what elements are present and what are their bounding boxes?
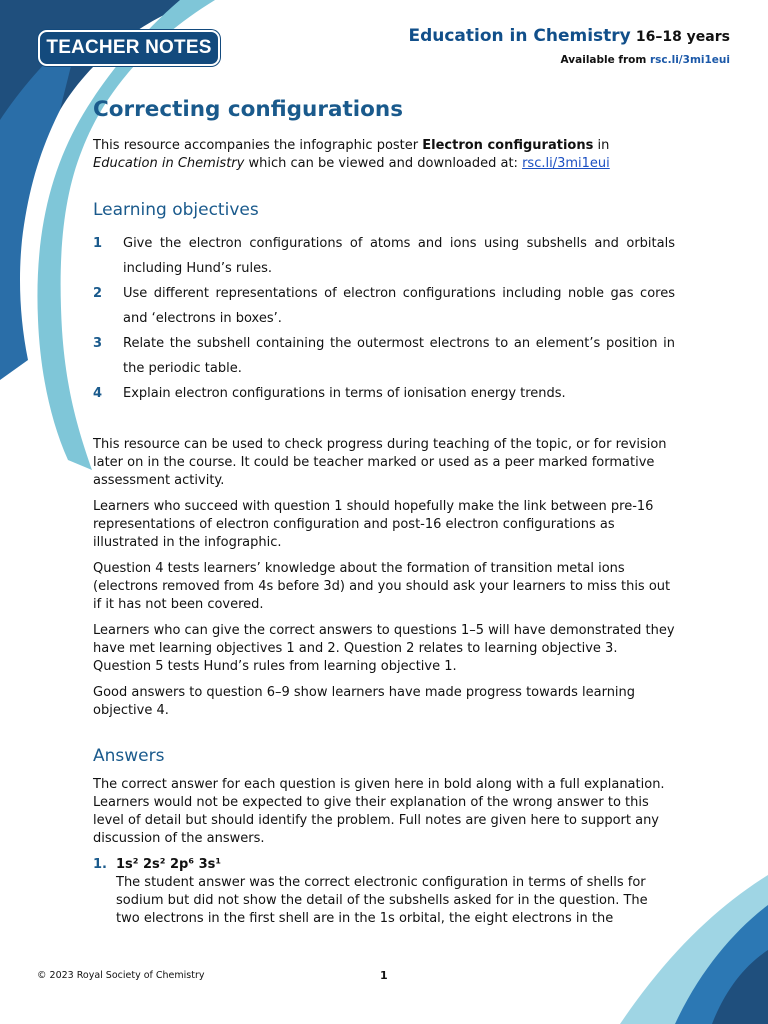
objectives-list [93,231,675,406]
objective-number: 2 [93,286,103,301]
page-number: 1 [380,969,388,982]
body-paragraph: Learners who succeed with question 1 should hopefully make the link between pre-16 representations of electron configuration and post-16 electron configurations as illustrated in the infographic. [93,499,654,550]
available-link[interactable]: rsc.li/3mi1eui [649,54,730,66]
teacher-notes-badge: TEACHER NOTES [38,30,220,66]
intro-bold: Electron configurations [422,138,594,153]
body-paragraph: Question 4 tests learners’ knowledge about the formation of transition metal ions (electrons removed from 4s before 3d) and you should ask your learners to miss this out if it has not been covered. [93,561,671,612]
objective-item [93,331,675,381]
objective-number: 3 [93,336,103,351]
objective-text: Relate the subshell containing the outermost electrons to an element’s position in the periodic table. [123,336,675,376]
intro-text-2: in [593,138,610,153]
answer-value: 1s² 2s² 2p⁶ 3s¹ [116,857,222,872]
objective-number: 1 [93,236,103,251]
brand-age: 16–18 years [635,29,730,45]
answers-intro: The correct answer for each question is given here in bold along with a full explanation. Learners would not be expected to give their explanation of the wrong answer to this level of detail but should identify the problem. Full notes are given here to support any discussion of the answers. [93,777,665,846]
footer-copyright: © 2023 Royal Society of Chemistry [37,970,205,981]
answer-list [93,856,675,928]
body-paragraph: Learners who can give the correct answers to questions 1–5 will have demonstrated they have met learning objectives 1 and 2. Question 2 relates to learning objective 3. Question 5 tests Hund’s rules from learning objective 1. [93,623,675,674]
answer-item [93,856,675,928]
objective-item [93,231,675,281]
intro-paragraph [93,137,675,173]
intro-link[interactable]: rsc.li/3mi1eui [522,156,610,171]
available-from [408,54,730,66]
intro-italic: Education in Chemistry [93,156,245,171]
available-prefix: Available from [560,54,647,66]
objective-number: 4 [93,386,103,401]
objective-text: Use different representations of electron configurations including noble gas cores and ‘electrons in boxes’. [123,286,675,326]
intro-text-3: which can be viewed and downloaded at: [244,156,523,171]
brand-header [408,26,730,66]
answer-explanation: The student answer was the correct electronic configuration in terms of shells for sodium but did not show the detail of the subshells asked for in the question. The two electrons in the first shell are in the 1s orbital, the eight electrons in the [116,875,648,926]
objective-item [93,381,675,406]
page-title: Correcting configurations [93,97,403,122]
answer-number: 1. [93,857,107,872]
page-content [93,97,675,928]
body-paragraph: This resource can be used to check progress during teaching of the topic, or for revision later on in the course. It could be teacher marked or used as a peer marked formative assessment activity. [93,437,667,488]
objective-text: Explain electron configurations in terms of ionisation energy trends. [123,386,566,401]
brand-title: Education in Chemistry [408,26,631,46]
objective-item [93,281,675,331]
objectives-heading: Learning objectives [93,200,259,220]
body-paragraph: Good answers to question 6–9 show learners have made progress towards learning objective 4. [93,685,636,718]
body-paragraphs [93,436,675,720]
objective-text: Give the electron configurations of atoms and ions using subshells and orbitals including Hund’s rules. [123,236,675,276]
intro-text-1: This resource accompanies the infographic poster [93,138,423,153]
answers-heading: Answers [93,746,165,766]
